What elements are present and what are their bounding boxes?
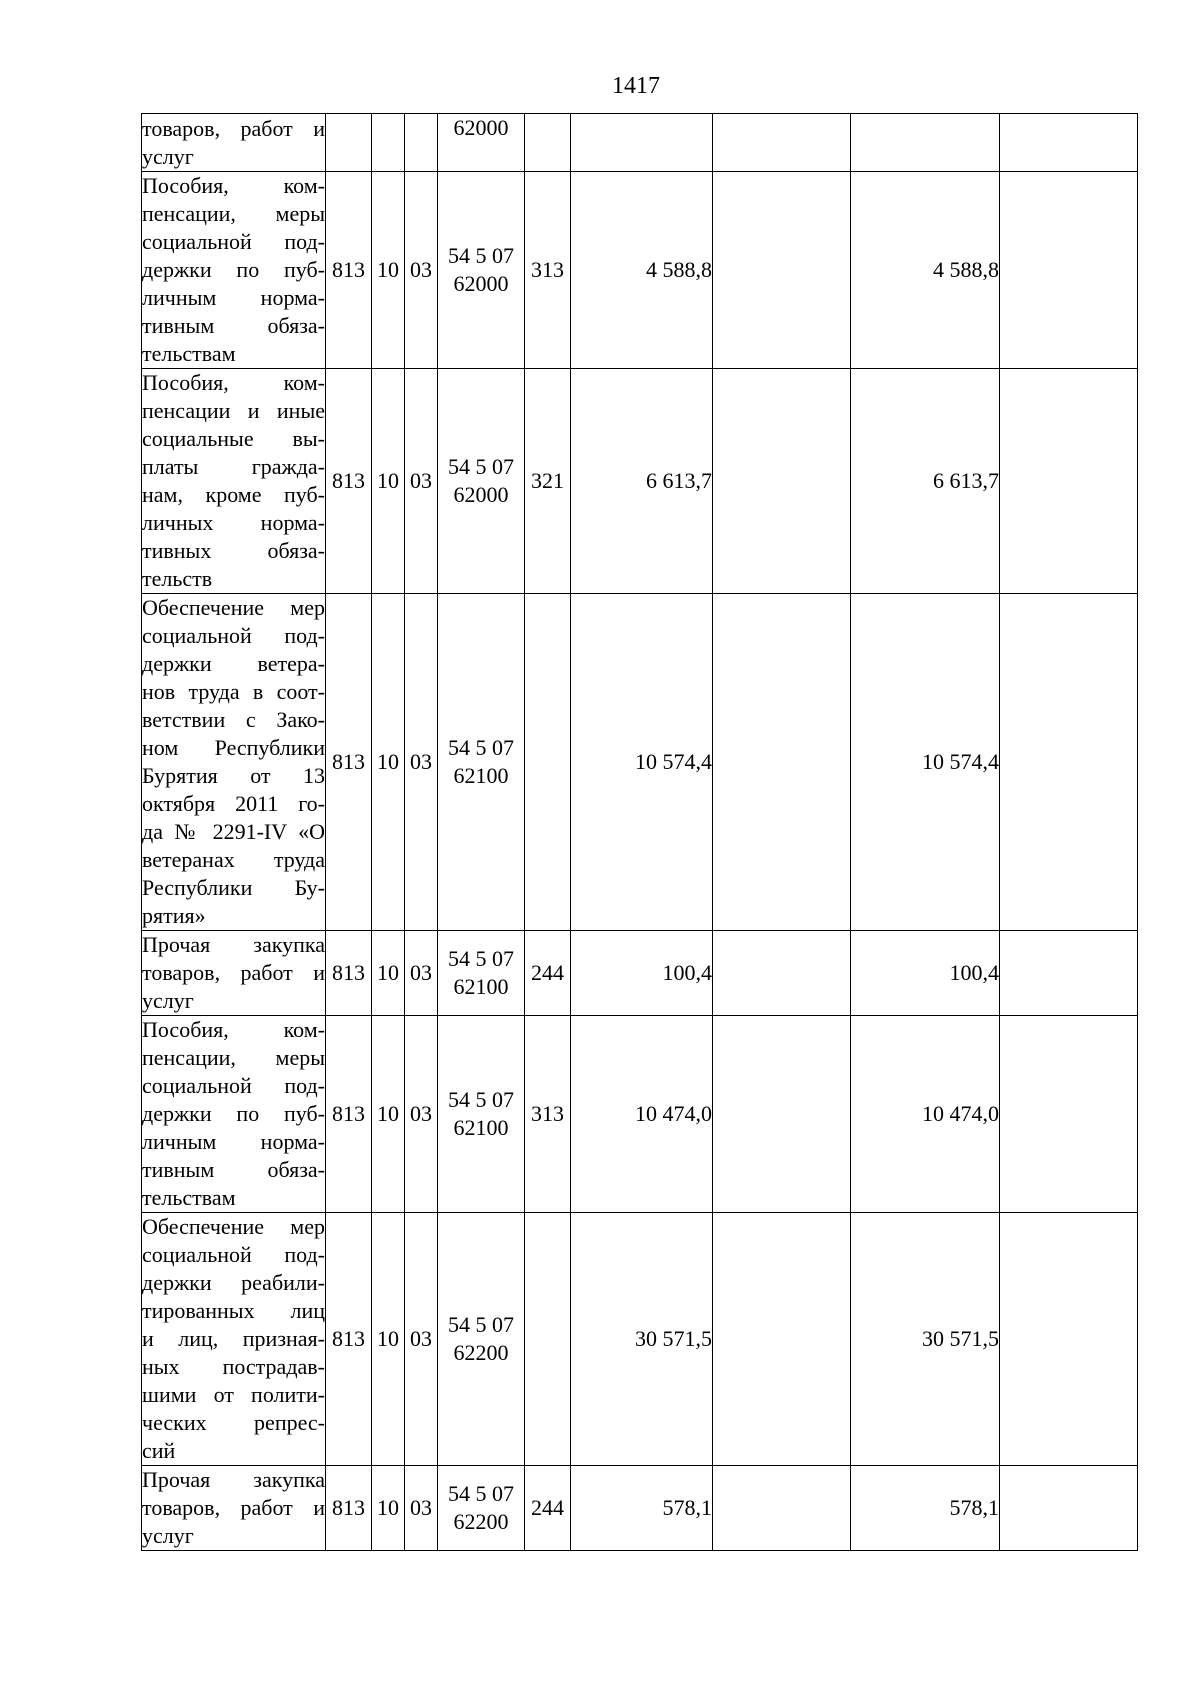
row-name-line: ветствии с Зако-: [142, 707, 325, 732]
target-code-line: 54 5 07: [448, 946, 514, 971]
row-name-line: ческих репрес-: [142, 1410, 325, 1435]
expense-type-cell: 313: [525, 172, 571, 369]
row-name-cell: [142, 1016, 326, 1213]
row-name-line: рятия»: [142, 903, 206, 928]
amount-2-cell: 6 613,7: [851, 369, 1000, 594]
subsection-code-cell: [405, 114, 438, 172]
row-name-line: держки по пуб-: [142, 257, 325, 282]
empty-cell-a: [713, 114, 851, 172]
row-name-line: ном Республики: [142, 735, 325, 760]
empty-cell-a: [713, 1213, 851, 1466]
subsection-code-cell: 03: [405, 172, 438, 369]
section-code-cell: [372, 114, 405, 172]
row-name-line: товаров, работ и: [142, 960, 325, 985]
target-code-line: 62200: [453, 1340, 509, 1365]
row-name-line: держки по пуб-: [142, 1101, 325, 1126]
row-name-line: социальной под-: [142, 623, 325, 648]
row-name-line: платы гражда-: [142, 454, 325, 479]
table-row: [142, 1213, 1138, 1466]
empty-cell-a: [713, 172, 851, 369]
empty-cell-a: [713, 594, 851, 931]
row-name-line: пенсации, меры: [142, 201, 325, 226]
budget-table: [141, 113, 1138, 1551]
row-name-cell: [142, 114, 326, 172]
row-name-line: Пособия, ком-: [142, 1017, 325, 1042]
amount-2-cell: 578,1: [851, 1466, 1000, 1551]
empty-cell-b: [1000, 594, 1138, 931]
row-name-line: Прочая закупка: [142, 932, 325, 957]
target-code-cell: [438, 931, 525, 1016]
row-name-line: Республики Бу-: [142, 875, 325, 900]
empty-cell-a: [713, 931, 851, 1016]
row-name-line: ных пострадав-: [142, 1354, 325, 1379]
empty-cell-b: [1000, 172, 1138, 369]
empty-cell-a: [713, 1016, 851, 1213]
admin-code-cell: [326, 114, 372, 172]
amount-cell: 578,1: [571, 1466, 713, 1551]
row-name-line: пенсации и иные: [142, 398, 325, 423]
row-name-line: нам, кроме пуб-: [142, 482, 325, 507]
empty-cell-b: [1000, 1466, 1138, 1551]
admin-code-cell: 813: [326, 1016, 372, 1213]
target-code-line: 62100: [453, 1115, 509, 1140]
row-name-line: октября 2011 го-: [142, 791, 325, 816]
empty-cell-b: [1000, 369, 1138, 594]
row-name-line: товаров, работ и: [142, 115, 325, 141]
row-name-line: социальной под-: [142, 1073, 325, 1098]
section-code-cell: 10: [372, 594, 405, 931]
row-name-line: Обеспечение мер: [142, 595, 325, 620]
amount-2-cell: [851, 114, 1000, 172]
expense-type-cell: 244: [525, 1466, 571, 1551]
target-code-line: 54 5 07: [448, 1312, 514, 1337]
row-name-line: тированных лиц: [142, 1298, 325, 1323]
subsection-code-cell: 03: [405, 931, 438, 1016]
section-code-cell: 10: [372, 1016, 405, 1213]
expense-type-cell: [525, 1213, 571, 1466]
row-name-line: держки реабили-: [142, 1270, 325, 1295]
row-name-line: социальной под-: [142, 229, 325, 254]
amount-2-cell: 10 474,0: [851, 1016, 1000, 1213]
amount-cell: 4 588,8: [571, 172, 713, 369]
section-code-cell: 10: [372, 1466, 405, 1551]
amount-cell: 6 613,7: [571, 369, 713, 594]
amount-cell: 30 571,5: [571, 1213, 713, 1466]
empty-cell-b: [1000, 1213, 1138, 1466]
table-row: [142, 114, 1138, 172]
target-code-cell: [438, 369, 525, 594]
row-name-line: тельствам: [142, 1185, 236, 1210]
admin-code-cell: 813: [326, 1466, 372, 1551]
empty-cell-a: [713, 1466, 851, 1551]
target-code-cell: [438, 172, 525, 369]
table-body: [142, 114, 1138, 1551]
amount-cell: 10 474,0: [571, 1016, 713, 1213]
row-name-cell: [142, 931, 326, 1016]
expense-type-cell: 313: [525, 1016, 571, 1213]
row-name-line: тельств: [142, 566, 213, 591]
row-name-cell: [142, 369, 326, 594]
row-name-line: держки ветера-: [142, 651, 325, 676]
amount-2-cell: 100,4: [851, 931, 1000, 1016]
subsection-code-cell: 03: [405, 1016, 438, 1213]
empty-cell-b: [1000, 1016, 1138, 1213]
table-row: [142, 369, 1138, 594]
amount-cell: [571, 114, 713, 172]
admin-code-cell: 813: [326, 172, 372, 369]
expense-type-cell: 244: [525, 931, 571, 1016]
target-code-line: 54 5 07: [448, 735, 514, 760]
amount-cell: 10 574,4: [571, 594, 713, 931]
section-code-cell: 10: [372, 172, 405, 369]
target-code-line: 62100: [453, 763, 509, 788]
row-name-line: ветеранах труда: [142, 847, 325, 872]
row-name-line: тивных обяза-: [142, 538, 325, 563]
admin-code-cell: 813: [326, 1213, 372, 1466]
row-name-line: тивным обяза-: [142, 313, 325, 338]
target-code-cell: [438, 1016, 525, 1213]
target-code-line: 62200: [453, 1509, 509, 1534]
row-name-line: личным норма-: [142, 285, 325, 310]
target-code-cell: 62000: [438, 114, 525, 172]
table-row: [142, 172, 1138, 369]
row-name-line: личных норма-: [142, 510, 325, 535]
row-name-line: Пособия, ком-: [142, 173, 325, 198]
admin-code-cell: 813: [326, 369, 372, 594]
row-name-cell: [142, 1213, 326, 1466]
row-name-cell: [142, 594, 326, 931]
row-name-line: да № 2291-IV «О: [142, 819, 325, 844]
row-name-line: тельствам: [142, 341, 236, 366]
amount-2-cell: 30 571,5: [851, 1213, 1000, 1466]
row-name-line: личным норма-: [142, 1129, 325, 1154]
target-code-line: 54 5 07: [448, 243, 514, 268]
subsection-code-cell: 03: [405, 369, 438, 594]
amount-2-cell: 10 574,4: [851, 594, 1000, 931]
target-code-line: 54 5 07: [448, 454, 514, 479]
empty-cell-b: [1000, 931, 1138, 1016]
row-name-line: услуг: [142, 988, 194, 1013]
row-name-line: товаров, работ и: [142, 1495, 325, 1520]
empty-cell-a: [713, 369, 851, 594]
row-name-cell: [142, 172, 326, 369]
target-code-line: 54 5 07: [448, 1481, 514, 1506]
row-name-line: услуг: [142, 1523, 194, 1548]
subsection-code-cell: 03: [405, 594, 438, 931]
row-name-line: Обеспечение мер: [142, 1214, 325, 1239]
target-code-cell: [438, 1466, 525, 1551]
row-name-line: Прочая закупка: [142, 1467, 325, 1492]
section-code-cell: 10: [372, 1213, 405, 1466]
expense-type-cell: 321: [525, 369, 571, 594]
row-name-line: Пособия, ком-: [142, 370, 325, 395]
row-name-line: услуг: [142, 143, 194, 169]
target-code-line: 62000: [453, 271, 509, 296]
row-name-cell: [142, 1466, 326, 1551]
row-name-line: пенсации, меры: [142, 1045, 325, 1070]
table-row: [142, 931, 1138, 1016]
table-row: [142, 594, 1138, 931]
amount-cell: 100,4: [571, 931, 713, 1016]
target-code-line: 54 5 07: [448, 1087, 514, 1112]
target-code-line: 62000: [453, 482, 509, 507]
row-name-line: социальные вы-: [142, 426, 325, 451]
admin-code-cell: 813: [326, 594, 372, 931]
page-number: 1417: [612, 73, 660, 99]
empty-cell-b: [1000, 114, 1138, 172]
row-name-line: социальной под-: [142, 1242, 325, 1267]
row-name-line: и лиц, призная-: [142, 1326, 325, 1351]
table-row: [142, 1016, 1138, 1213]
row-name-line: сий: [142, 1438, 176, 1463]
subsection-code-cell: 03: [405, 1213, 438, 1466]
expense-type-cell: [525, 114, 571, 172]
row-name-line: Бурятия от 13: [142, 763, 325, 788]
table-row: [142, 1466, 1138, 1551]
admin-code-cell: 813: [326, 931, 372, 1016]
subsection-code-cell: 03: [405, 1466, 438, 1551]
section-code-cell: 10: [372, 931, 405, 1016]
row-name-line: тивным обяза-: [142, 1157, 325, 1182]
row-name-line: шими от полити-: [142, 1382, 325, 1407]
row-name-line: нов труда в соот-: [142, 679, 325, 704]
target-code-cell: [438, 594, 525, 931]
amount-2-cell: 4 588,8: [851, 172, 1000, 369]
target-code-line: 62100: [453, 974, 509, 999]
section-code-cell: 10: [372, 369, 405, 594]
expense-type-cell: [525, 594, 571, 931]
target-code-cell: [438, 1213, 525, 1466]
